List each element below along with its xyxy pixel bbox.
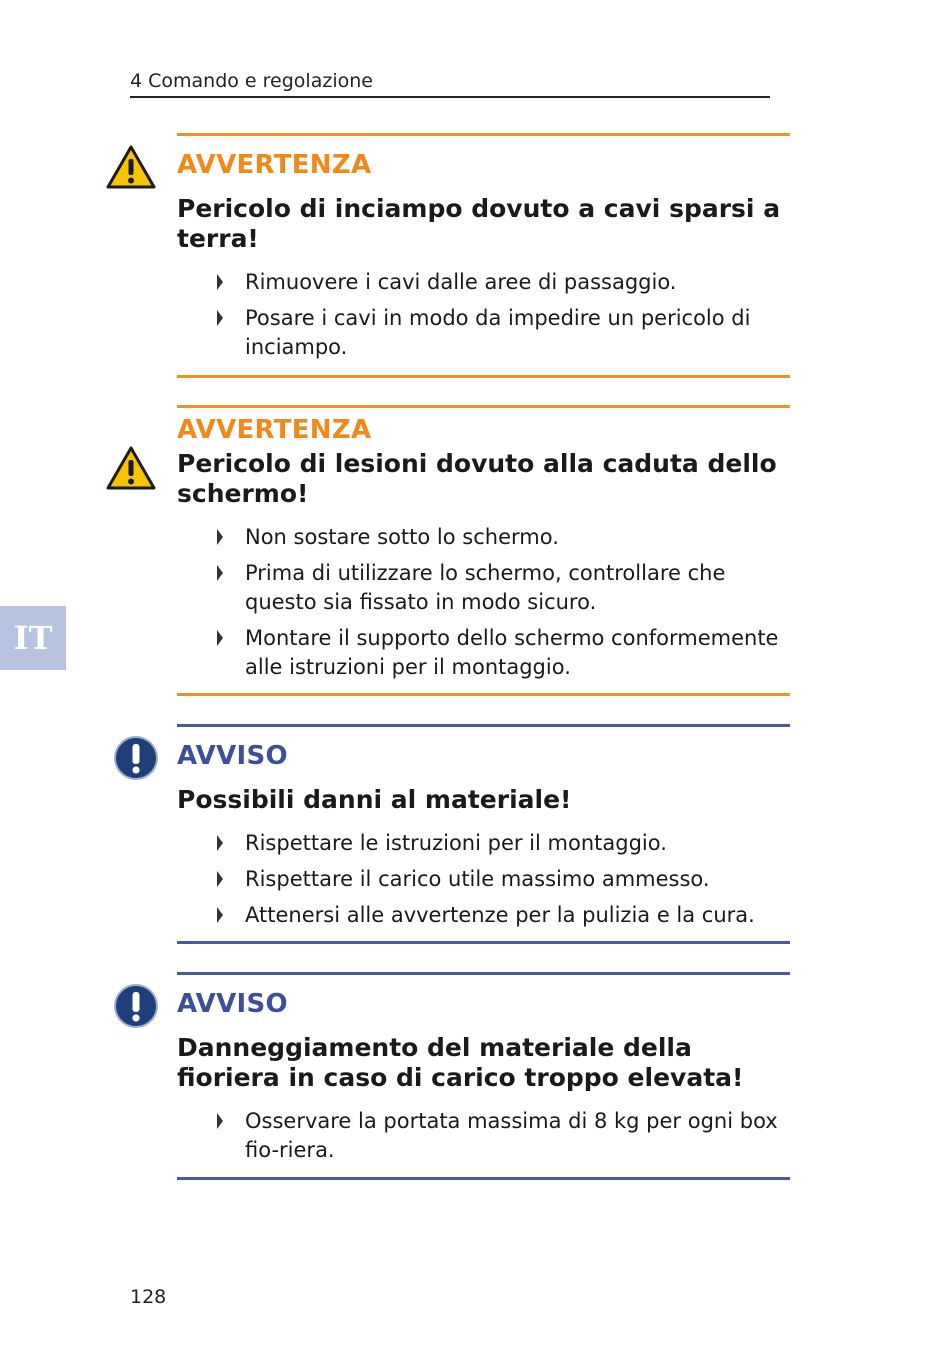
step-list <box>177 268 790 362</box>
bullet-arrow-icon <box>217 835 223 851</box>
notice-bottom-rule <box>177 1177 790 1180</box>
notice-bottom-rule-wrap <box>177 693 790 696</box>
notice-top-rule <box>177 133 790 136</box>
notice-top-rule <box>177 405 790 408</box>
bullet-arrow-icon <box>217 274 223 290</box>
notice-bottom-rule <box>177 693 790 696</box>
running-header: 4 Comando e regolazione <box>130 70 770 98</box>
bullet-arrow-icon <box>217 871 223 887</box>
notice-bottom-rule-wrap <box>177 375 790 378</box>
bullet-arrow-icon <box>217 907 223 923</box>
list-item <box>177 624 790 682</box>
list-item <box>177 865 790 894</box>
language-tab: IT <box>0 606 66 670</box>
list-item <box>177 1107 790 1165</box>
step-text: Osservare la portata massima di 8 kg per ogni box fio-riera. <box>245 1109 778 1162</box>
signal-word: AVVERTENZA <box>177 415 372 445</box>
step-text: Non sostare sotto lo schermo. <box>245 525 559 549</box>
list-item <box>177 901 790 930</box>
list-item <box>177 829 790 858</box>
notice-bottom-rule-wrap <box>177 941 790 944</box>
notice-top-rule <box>177 724 790 727</box>
bullet-arrow-icon <box>217 630 223 646</box>
warning-triangle-icon <box>105 445 157 491</box>
step-list <box>177 523 790 682</box>
notice-headline: Danneggiamento del materiale della fioriera in caso di carico troppo elevata! <box>177 1033 744 1092</box>
bullet-arrow-icon <box>217 565 223 581</box>
step-text: Rimuovere i cavi dalle aree di passaggio. <box>245 270 677 294</box>
notice-top-rule <box>177 972 790 975</box>
page-number: 128 <box>130 1286 167 1308</box>
material-notice-2 <box>177 972 790 1165</box>
step-text: Attenersi alle avvertenze per la pulizia e la cura. <box>245 903 755 927</box>
list-item <box>177 304 790 362</box>
notice-headline: Pericolo di inciampo dovuto a cavi sparsi a terra! <box>177 194 781 253</box>
notice-headline: Possibili danni al materiale! <box>177 785 572 814</box>
list-item <box>177 523 790 552</box>
notice-headline: Pericolo di lesioni dovuto alla caduta dello schermo! <box>177 449 777 508</box>
exclamation-circle-icon <box>113 983 159 1029</box>
list-item <box>177 268 790 297</box>
signal-word: AVVERTENZA <box>177 150 372 180</box>
step-text: Posare i cavi in modo da impedire un pericolo di inciampo. <box>245 306 751 359</box>
step-text: Prima di utilizzare lo schermo, controllare che questo sia fissato in modo sicuro. <box>245 561 726 614</box>
bullet-arrow-icon <box>217 310 223 326</box>
notice-bottom-rule <box>177 375 790 378</box>
notice-bottom-rule <box>177 941 790 944</box>
step-text: Montare il supporto dello schermo conformemente alle istruzioni per il montaggio. <box>245 626 779 679</box>
step-text: Rispettare il carico utile massimo ammesso. <box>245 867 710 891</box>
signal-word: AVVISO <box>177 989 288 1019</box>
warning-triangle-icon <box>105 144 157 190</box>
exclamation-circle-icon <box>113 735 159 781</box>
bullet-arrow-icon <box>217 1113 223 1129</box>
step-list <box>177 829 790 930</box>
step-list <box>177 1107 790 1165</box>
step-text: Rispettare le istruzioni per il montaggio. <box>245 831 667 855</box>
signal-word: AVVISO <box>177 741 288 771</box>
list-item <box>177 559 790 617</box>
material-notice-1 <box>177 724 790 930</box>
warning-notice-1 <box>177 133 790 362</box>
notice-bottom-rule-wrap <box>177 1177 790 1180</box>
bullet-arrow-icon <box>217 529 223 545</box>
warning-notice-2 <box>177 405 790 682</box>
